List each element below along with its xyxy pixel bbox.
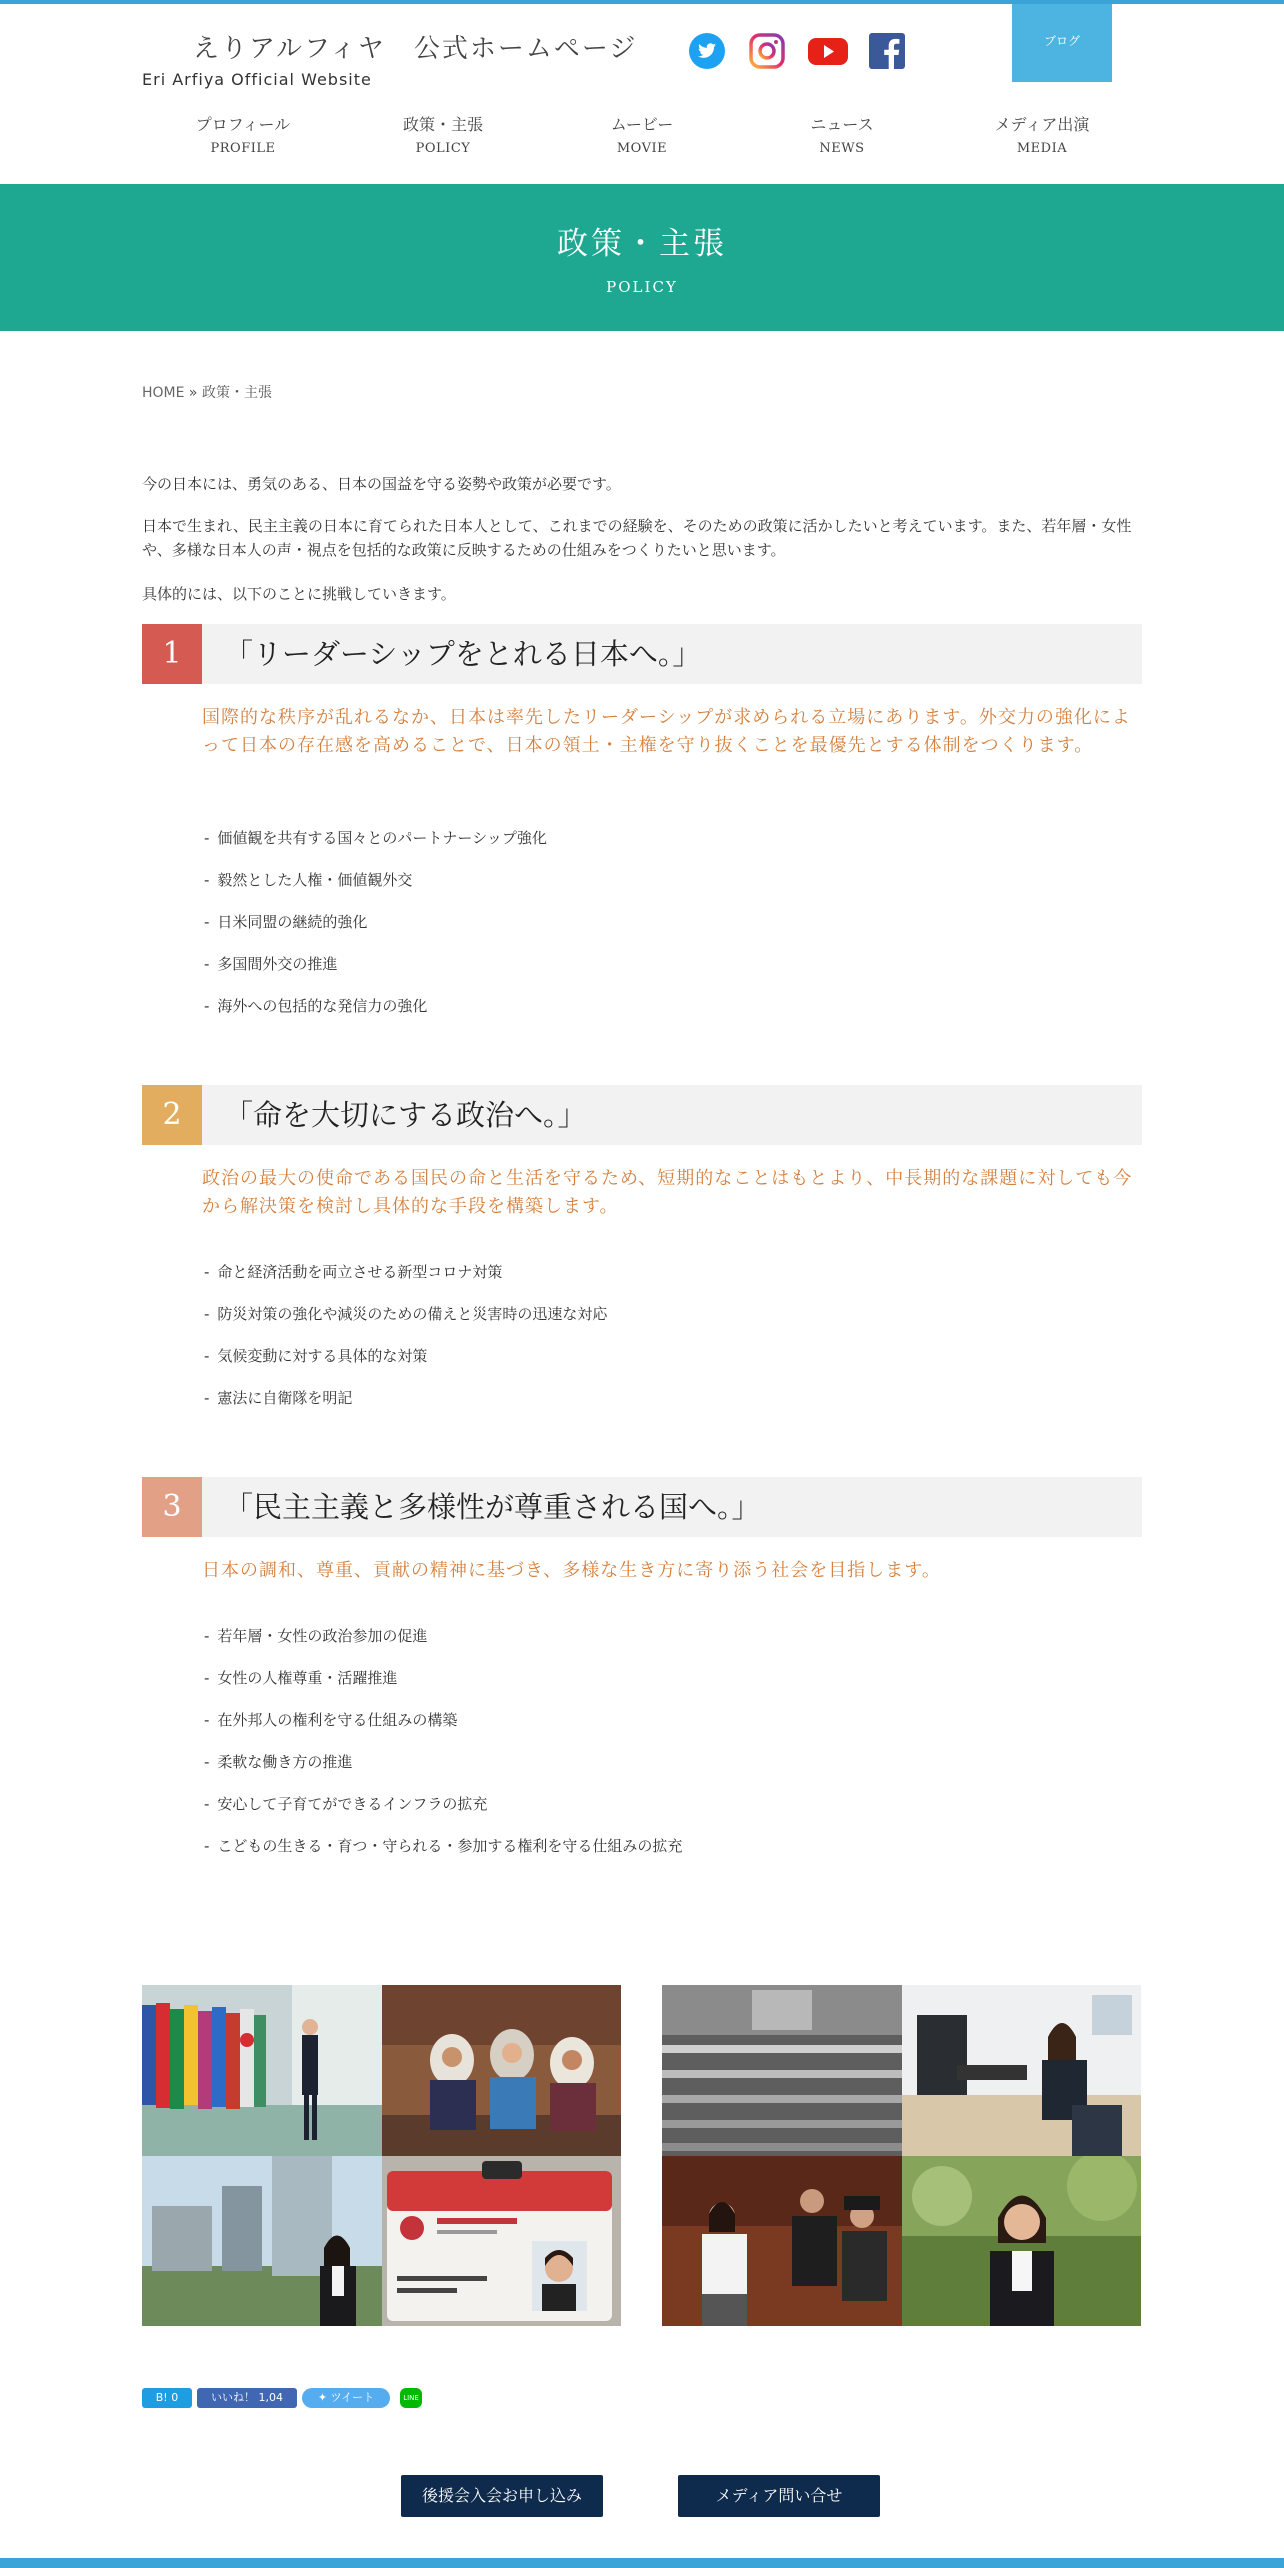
nav-label-en: MOVIE	[616, 141, 668, 156]
photo-collage-left	[142, 1985, 621, 2326]
list-item: - 価値観を共有する国々とのパートナーシップ強化	[204, 829, 547, 847]
list-item: - 日米同盟の継続的強化	[204, 913, 368, 931]
nav-profile[interactable]	[143, 112, 343, 156]
photo-meeting	[662, 2156, 902, 2327]
photo-village-women	[382, 1985, 622, 2156]
list-item: - 女性の人権尊重・活躍推進	[204, 1669, 398, 1687]
list-item: - 憲法に自衛隊を明記	[204, 1389, 353, 1407]
site-title[interactable]: えりアルフィヤ 公式ホームページ	[193, 34, 638, 64]
policy-item-list	[204, 1625, 682, 1877]
policy-section-header	[142, 1477, 1142, 1537]
list-item: - 防災対策の強化や減災のための備えと災害時の迅速な対応	[204, 1305, 608, 1323]
breadcrumb	[142, 382, 272, 402]
policy-section-header	[142, 1085, 1142, 1145]
list-item: - 若年層・女性の政治参加の促進	[204, 1627, 428, 1645]
photo-office-work	[902, 1985, 1142, 2156]
hatena-bookmark-button[interactable]: B! 0	[142, 2388, 192, 2408]
nav-label: 政策・主張	[402, 115, 483, 134]
list-item-text: 多国間外交の推進	[217, 955, 338, 973]
list-item-text: 日米同盟の継続的強化	[217, 913, 368, 931]
list-item-text: 若年層・女性の政治参加の促進	[217, 1627, 428, 1645]
section-number: 2	[142, 1085, 202, 1145]
media-inquiry-button[interactable]: メディア問い合せ	[678, 2475, 880, 2517]
facebook-icon[interactable]	[868, 32, 906, 70]
twitter-bird-icon: ✦	[317, 2391, 331, 2404]
breadcrumb-separator: »	[184, 385, 202, 401]
nav-label-en: PROFILE	[210, 141, 276, 156]
instagram-icon[interactable]	[748, 32, 786, 70]
page-title: 政策・主張	[557, 226, 727, 262]
section-lead: 日本の調和、尊重、貢献の精神に基づき、多様な生き方に寄り添う社会を目指します。	[202, 1560, 941, 1581]
photo-collage-right	[662, 1985, 1141, 2326]
policy-section-header	[142, 624, 1142, 684]
list-item: - 海外への包括的な発信力の強化	[204, 997, 428, 1015]
nav-movie[interactable]	[542, 112, 742, 156]
nav-policy[interactable]	[343, 112, 543, 156]
list-item-text: 在外邦人の権利を守る仕組みの構築	[217, 1711, 458, 1729]
nav-label-en: POLICY	[415, 141, 471, 156]
page-banner	[0, 184, 1284, 331]
nav-news[interactable]	[742, 112, 942, 156]
tweet-button[interactable]	[302, 2388, 390, 2408]
section-title: 「リーダーシップをとれる日本へ。」	[224, 637, 702, 671]
section-number: 3	[142, 1477, 202, 1537]
site-subtitle: Eri Arfiya Official Website	[142, 70, 372, 89]
intro-paragraph: 具体的には、以下のことに挑戦していきます。	[142, 585, 456, 603]
section-title: 「命を大切にする政治へ。」	[224, 1098, 587, 1132]
nav-label: ニュース	[810, 115, 874, 134]
nav-media[interactable]	[942, 112, 1142, 156]
section-title: 「民主主義と多様性が尊重される国へ。」	[224, 1490, 761, 1524]
section-number: 1	[142, 624, 202, 684]
policy-item-list	[204, 1261, 607, 1429]
nav-label: メディア出演	[994, 115, 1090, 134]
youtube-icon[interactable]	[807, 32, 849, 70]
nav-label-en: NEWS	[819, 141, 865, 156]
photo-outdoor-portrait	[902, 2156, 1142, 2327]
photo-id-badge	[382, 2156, 622, 2327]
photo-un-assembly	[662, 1985, 902, 2156]
list-item-text: 命と経済活動を両立させる新型コロナ対策	[217, 1263, 503, 1281]
list-item-text: 防災対策の強化や減災のための備えと災害時の迅速な対応	[217, 1305, 608, 1323]
list-item: - 安心して子育てができるインフラの拡充	[204, 1795, 488, 1813]
list-item: - 多国間外交の推進	[204, 955, 338, 973]
intro-paragraph: 日本で生まれ、民主主義の日本に育てられた日本人として、これまでの経験を、そのための政策に活かしたいと考えています。また、若年層・女性や、多様な日本人の声・視点を包括的な政策に反映するための仕組みをつくりたいと思います。	[142, 517, 1132, 559]
support-application-button[interactable]: 後援会入会お申し込み	[401, 2475, 603, 2517]
photo-city-portrait	[142, 2156, 382, 2327]
list-item-text: 安心して子育てができるインフラの拡充	[217, 1795, 488, 1813]
twitter-icon[interactable]	[688, 32, 726, 70]
list-item-text: 気候変動に対する具体的な対策	[217, 1347, 428, 1365]
list-item-text: 女性の人権尊重・活躍推進	[217, 1669, 398, 1687]
nav-label-en: MEDIA	[1016, 141, 1068, 156]
page-title-en: POLICY	[606, 278, 678, 296]
list-item: - 柔軟な働き方の推進	[204, 1753, 353, 1771]
breadcrumb-home-link[interactable]: HOME	[142, 385, 185, 401]
list-item: - 気候変動に対する具体的な対策	[204, 1347, 428, 1365]
list-item-text: 価値観を共有する国々とのパートナーシップ強化	[217, 829, 547, 847]
blog-button[interactable]: ブログ	[1012, 4, 1112, 82]
nav-label: プロフィール	[195, 115, 291, 134]
nav-label: ムービー	[610, 115, 674, 134]
tweet-label: ツイート	[330, 2391, 375, 2404]
list-item: - 命と経済活動を両立させる新型コロナ対策	[204, 1263, 503, 1281]
bottom-accent-bar	[0, 2558, 1284, 2568]
list-item-text: こどもの生きる・育つ・守られる・参加する権利を守る仕組みの拡充	[217, 1837, 683, 1855]
facebook-like-button[interactable]: いいね！ 1,04	[197, 2388, 297, 2408]
breadcrumb-current: 政策・主張	[201, 385, 272, 401]
section-lead: 政治の最大の使命である国民の命と生活を守るため、短期的なことはもとより、中長期的な課題に対しても今から解決策を検討し具体的な手段を構築します。	[202, 1168, 1133, 1217]
line-share-button[interactable]: LINE	[400, 2388, 422, 2408]
photo-flags	[142, 1985, 382, 2156]
list-item: - こどもの生きる・育つ・守られる・参加する権利を守る仕組みの拡充	[204, 1837, 683, 1855]
section-lead: 国際的な秩序が乱れるなか、日本は率先したリーダーシップが求められる立場にあります。外交力の強化によって日本の存在感を高めることで、日本の領土・主権を守り抜くことを最優先とする体制をつくります。	[202, 707, 1131, 756]
list-item-text: 海外への包括的な発信力の強化	[217, 997, 428, 1015]
list-item-text: 毅然とした人権・価値観外交	[217, 871, 413, 889]
list-item: - 毅然とした人権・価値観外交	[204, 871, 413, 889]
list-item: - 在外邦人の権利を守る仕組みの構築	[204, 1711, 458, 1729]
list-item-text: 憲法に自衛隊を明記	[217, 1389, 353, 1407]
intro-paragraph: 今の日本には、勇気のある、日本の国益を守る姿勢や政策が必要です。	[142, 475, 621, 493]
policy-item-list	[204, 827, 547, 1037]
list-item-text: 柔軟な働き方の推進	[217, 1753, 353, 1771]
